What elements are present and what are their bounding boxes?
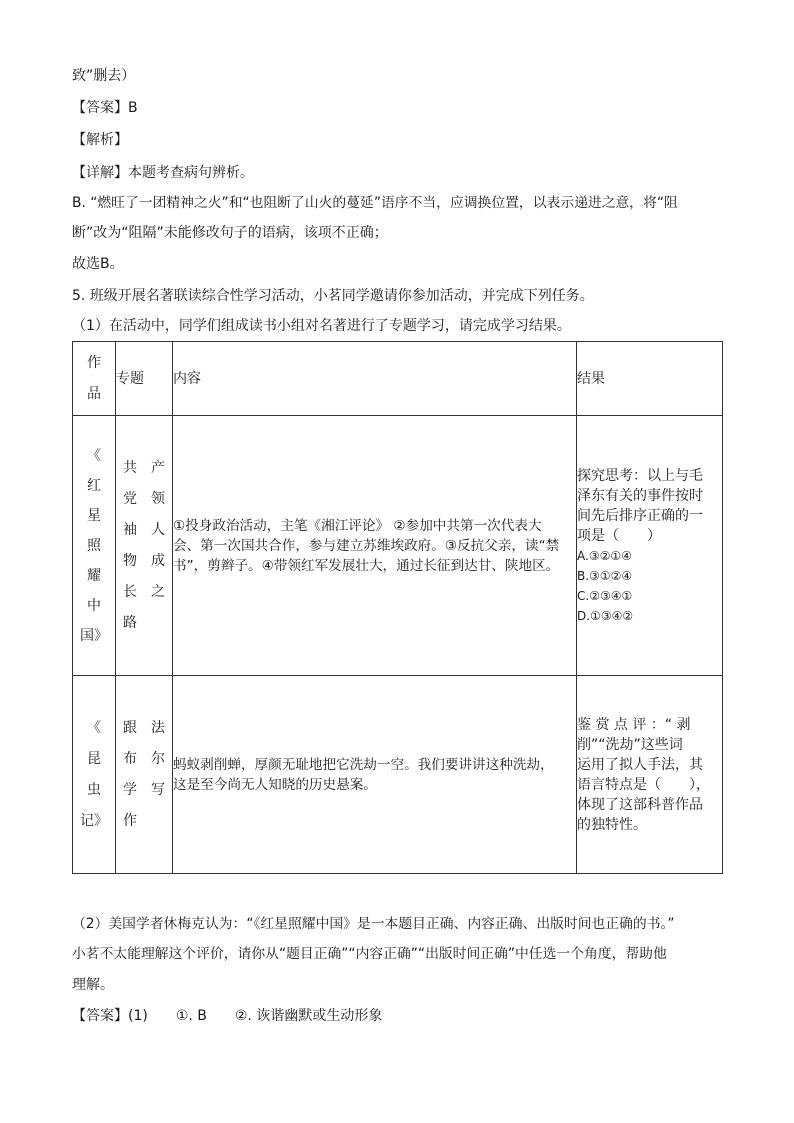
question5-sub2-line3: 理解。 [72, 977, 114, 993]
table-row [73, 676, 723, 874]
table-row [73, 416, 723, 676]
study-table [72, 341, 723, 874]
result-cell: 探究思考：以上与毛 泽东有关的事件按时 间先后排序正确的一 项是（ ） A.③②①④ B.③①②④ C.②③④① D.①③④② [577, 416, 723, 676]
content-cell: ①投身政治活动，主笔《湘江评论》 ②参加中共第一次代表大 会、第一次国共合作，参与建立苏维埃政府。③反抗父亲，读“禁 书”，剪辫子。④带领红军发展壮大，通过长征到达甘、陕地区。 [173, 416, 577, 676]
result-cell: 鉴 赏 点 评 ：“ 剥 削”“洗劫”这些词 运用了拟人手法，其 语言特点是（ ）， 体现了这部科普作品 的独特性。 [577, 676, 723, 874]
topic-cell: 跟 布 学 作 法 尔 写 [116, 676, 173, 874]
question5-sub2-line2: 小茗不太能理解这个评价，请你从“题目正确”“内容正确”“出版时间正确”中任选一个角度，帮助他 [72, 946, 667, 962]
header-content: 内容 [173, 342, 577, 416]
question5-sub1: （1）在活动中，同学们组成读书小组对名著进行了专题学习，请完成学习结果。 [72, 318, 571, 334]
header-result: 结果 [577, 342, 723, 416]
content-cell: 蚂蚁剥削蝉，厚颜无耻地把它洗劫一空。我们要讲讲这种洗劫， 这是至今尚无人知晓的历史悬案。 [173, 676, 577, 874]
option-b-line2: 断”改为“阻隔”未能修改句子的语病，该项不正确； [72, 225, 388, 241]
work-title-cell: 《 昆 虫 记》 [73, 676, 116, 874]
option-b-line1: B. “燃旺了一团精神之火”和“也阻断了山火的蔓延”语序不当，应调换位置，以表示递进之意，将“阻 [72, 195, 678, 211]
question5-sub2-line1: （2）美国学者休梅克认为：“《红星照耀中国》是一本题目正确、内容正确、出版时间也正确的书。” [72, 916, 675, 932]
question5-stem: 5. 班级开展名著联读综合性学习活动，小茗同学邀请你参加活动，并完成下列任务。 [72, 288, 594, 304]
work-title-cell: 《 红 星 照 耀 中 国》 [73, 416, 116, 676]
table-header-row [73, 342, 723, 416]
answer-line: 【答案】(1) ①. B ②. 诙谐幽默或生动形象 [72, 1008, 383, 1024]
topic-cell: 共 党 袖 物 长 路 产 领 人 成 之 [116, 416, 173, 676]
conclusion-line: 故选B。 [72, 256, 124, 272]
header-topic: 专题 [116, 342, 173, 416]
answer-label: 【答案】B [72, 100, 138, 116]
detail-line: 【详解】本题考查病句辨析。 [72, 165, 254, 181]
text-line-continuation: 致”删去） [72, 68, 136, 84]
header-work: 作 品 [73, 342, 116, 416]
analysis-label: 【解析】 [72, 132, 128, 148]
